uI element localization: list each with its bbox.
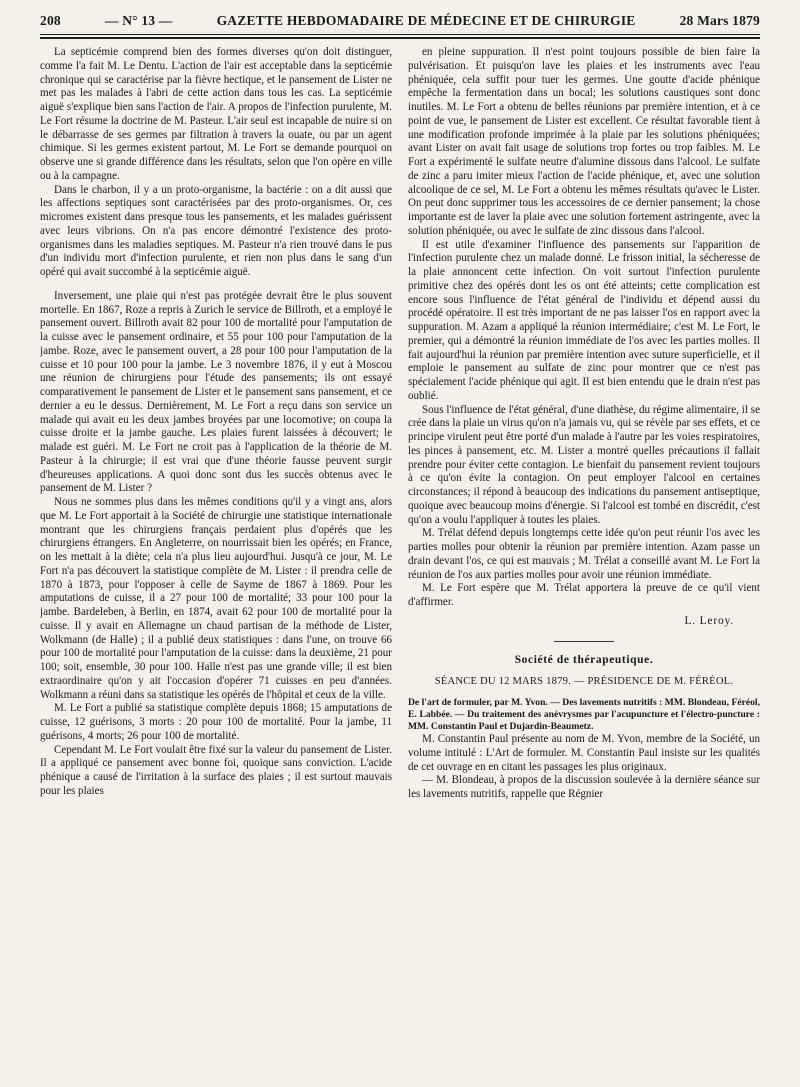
header-rule-bottom xyxy=(40,37,760,39)
left-paragraph: Dans le charbon, il y a un proto-organisme, la bactérie : on a dit aussi que les affections septiques sont caractérisées par des proto-organismes. Or, ces micromes existent dans presque tous les pansements, et les malades guérissent avec leurs vibrions. On n'a pas encore démontré l'existence des proto-organismes dans les maladies septiques. M. Pasteur n'a rien trouvé dans le pus d'un individu mort d'infection purulente, et rien non plus dans le sang d'un opéré qui avait succombé à la septicémie aiguë. xyxy=(40,183,392,278)
right-paragraph: M. Le Fort espère que M. Trélat apportera la preuve de ce qu'il vient d'affirmer. xyxy=(408,582,760,608)
left-paragraph: Nous ne sommes plus dans les mêmes conditions qu'il y a vingt ans, alors que M. Le Fort apportait à la Société de chirurgie une statistique internationale montrant que les chirurgiens français perdaient plus d'opérés que les chirurgiens étrangers. En Angleterre, on nourrissait bien les opérés; en France, on les mettait à la diète; cela n'a plus lieu aujourd'hui. Jusqu'à ce jour, M. Le Fort n'a pas découvert la statistique complète de M. Lister : il prendra celle de 1870 à 1873, pour l'opposer à celle de Sayme de 1867 à 1869. Pour les amputations de cuisse, il a 27 pour 100 de mortalité; 33 pour 100 pour la jambe. Bardeleben, à Berlin, en 1874, avait 62 pour 100 de mortalité pour la cuisse. Il y avait en Allemagne un chaud partisan de la méthode de Lister, Wolkmann (de Halle) ; il a publié deux statistiques : dans l'une, on trouve 66 pour 100 de mortalité pour l'amputation de la cuisse: dans la deuxième, 21 pour 100; soit, ensemble, 30 pour 100. Halle n'est pas une grande ville; il est bien extraordinaire qu'on y ait l'occasion d'opérer 71 cuisses en peu d'années. Wolkmann a réuni dans sa statistique les opérés de l'hôpital et ceux de la ville. xyxy=(40,496,392,701)
left-column xyxy=(40,46,392,1082)
right-paragraph: M. Trélat défend depuis longtemps cette idée qu'on peut réunir l'os avec les parties molles pour obtenir la réunion par première intention. Azam passe un drain devant l'os, ce qui est mauvais ; M. Trélat a conseillé avant M. Le Fort la réunion de l'os aux parties molles pour avoir une réunion immédiate. xyxy=(408,527,760,581)
left-paragraph: Inversement, une plaie qui n'est pas protégée devrait être le plus souvent mortelle. En 1867, Roze a repris à Zurich le service de Billroth, et a employé le pansement ouvert. Billroth avait 82 pour 100 de mortalité pour l'amputation de la cuisse avec le pansement ordinaire, et 55 pour 100 pour l'amputation de la jambe. Roze, avec le pansement ouvert, a 28 pour 100 pour l'amputation de la cuisse et 10 pour 100 pour la jambe. Le 3 novembre 1876, il y eut à Moscou une réunion de chirurgiens pour l'étude des pansements; ils ont essayé comparativement le pansement de Lister et le pansement sans pansement, et ce dernier a eu le dessus. Dernièrement, M. Le Fort a reçu dans son service un malade qui avait eu les deux jambes broyées par une locomotive; on coupa la cuisse droite et la jambe gauche. Les plaies furent laissées à découvert; le malade est guéri. M. Le Fort ne croit pas à l'application de la théorie de M. Pasteur à la chirurgie; il est vrai que d'une théorie fausse peuvent surgir d'heureuses applications. A quoi donc sont dus les succès obtenus avec le pansement de M. Lister ? xyxy=(40,289,392,495)
running-header xyxy=(40,10,760,32)
right-paragraph: Sous l'influence de l'état général, d'une diathèse, du régime alimentaire, il se crée dans la plaie un virus qu'on n'a jamais vu, qui se révèle par ses effets, et ce principe virulent peut être porté d'un malade à l'autre par les voies respiratoires, les pinces à pansement, etc. M. Lister a montré quelles précautions il fallait prendre pour éviter cette contagion. Le bienfait du pansement revient toujours à ce qu'on évite la contagion. On peut employer l'alcool en certaines circonstances; il répond à beaucoup des indications du pansement antiseptique, quoique avec beaucoup moins d'énergie. Si l'alcool est tombé en discrédit, c'est qu'on a voulu l'appliquer à toutes les plaies. xyxy=(408,403,760,526)
session-paragraph: M. Constantin Paul présente au nom de M. Yvon, membre de la Société, un volume intitulé : L'Art de formuler. M. Constantin Paul insiste sur les qualités de cet ouvrage en en citant les passages les plus originaux. xyxy=(408,733,760,773)
right-paragraph: Il est utile d'examiner l'influence des pansements sur l'apparition de l'infection purulente chez un malade donné. Le frisson initial, la sécheresse de la plaie annoncent cette infection. On voit surtout l'infection purulente primitive chez des opérés dont les os ont été atteints; cette complication est encore sous l'influence de l'état général de l'individu et dépend aussi du procédé opératoire. Il est très important de ne pas laisser l'os en rapport avec la suppuration. M. Azam a appliqué la réunion intermédiaire; c'est M. Le Fort, le premier, qui a démontré la réunion immédiate de l'os avec les parties molles. Il fait aujourd'hui la réunion par première intention avec suture superficielle, et il emploie le pansement au sulfate de zinc pour montrer que ce n'est pas spécialement l'acide phénique qui agit. Il est bien entendu que le drain n'est pas oublié. xyxy=(408,238,760,402)
section-title: Société de thérapeutique. xyxy=(514,653,654,666)
section-separator xyxy=(554,641,614,642)
journal-title: GAZETTE HEBDOMADAIRE DE MÉDECINE ET DE CHIRURGIE xyxy=(216,13,636,28)
right-paragraph: en pleine suppuration. Il n'est point toujours possible de bien faire la pulvérisation. Et puisqu'on lave les plaies et les instruments avec l'eau phéniquée, cela suffit pour tuer les germes. Une goutte d'acide phénique empêche la fermentation dans un bocal; les solutions caustiques sont donc inutiles. M. Le Fort a obtenu de belles réunions par première intention, et à ce point de vue, le pansement de Lister est excellent. Ce résultat favorable tient à une modification profonde imprimée à la plaie par les solutions phéniquées; avant Lister on avait fait usage de solutions trop fortes ou trop faibles. M. Le Fort a expérimenté le sulfate neutre d'alumine dissous dans l'alcool. Le sulfate de zinc a paru imiter mieux l'action de l'acide phénique, et, avec une solution alcoolique de ce sel, M. Le Fort a obtenu les mêmes résultats qu'avec le Lister. On peut donc supprimer tous les accessoires de ce dernier pansement; la chose importante est de laver la plaie avec une solution fortement astringente, avec la solution phéniquée, ou avec le sulfate de zinc dissous dans l'alcool. xyxy=(408,46,760,237)
session-meta: SÉANCE DU 12 MARS 1879. — PRÉSIDENCE DE M. FÉRÉOL. xyxy=(434,676,734,688)
page-number: 208 xyxy=(40,13,61,28)
header-rule-top xyxy=(40,34,760,35)
session-summary: De l'art de formuler, par M. Yvon. — Des lavements nutritifs : MM. Blondeau, Féréol, E. Labbée. — Du traitement des anévrysmes par l'acupuncture et l'électro-puncture : MM. Constantin Paul et Dujardin-Beaumetz. xyxy=(408,697,760,732)
left-paragraph: Cependant M. Le Fort voulait être fixé sur la valeur du pansement de Lister. Il a appliqué ce pansement avec bonne foi, quoique sans conviction. L'acide phénique a causé de l'irritation à la surface des plaies ; il est surtout mauvais pour les plaies xyxy=(40,743,392,797)
author-signature: L. Leroy. xyxy=(684,614,734,627)
session-paragraph: — M. Blondeau, à propos de la discussion soulevée à la dernière séance sur les lavements nutritifs, rappelle que Régnier xyxy=(408,774,760,800)
left-paragraph: La septicémie comprend bien des formes diverses qu'on doit distinguer, comme l'a fait M. Le Dentu. L'action de l'air est acceptable dans la septicémie chronique qui se caractérise par la fièvre hectique, et le pansement de Lister ne met pas les malades à l'abri de cette action dans tous les cas. La septicémie aiguë s'explique bien sans l'action de l'air. A propos de l'infection purulente, M. Le Fort résume la doctrine de M. Pasteur. L'air seul est incapable de nuire si on le débarrasse de ses germes par filtration à travers la ouate, ou par un agent chimique. Si les germes existent partout, M. Le Fort se demande pourquoi on observe une si grande différence dans les résultats, selon que l'on opère en ville ou à la campagne. xyxy=(40,46,392,182)
issue-number: — N° 13 — xyxy=(104,13,173,28)
right-column xyxy=(408,46,760,1082)
left-paragraph: M. Le Fort a publié sa statistique complète depuis 1868; 15 amputations de cuisse, 12 guérisons, 3 morts : 20 pour 100 de mortalité. Pour la jambe, 11 guérisons, 4 morts; 26 pour 100 de mortalité. xyxy=(40,702,392,742)
issue-date: 28 Mars 1879 xyxy=(679,13,760,28)
